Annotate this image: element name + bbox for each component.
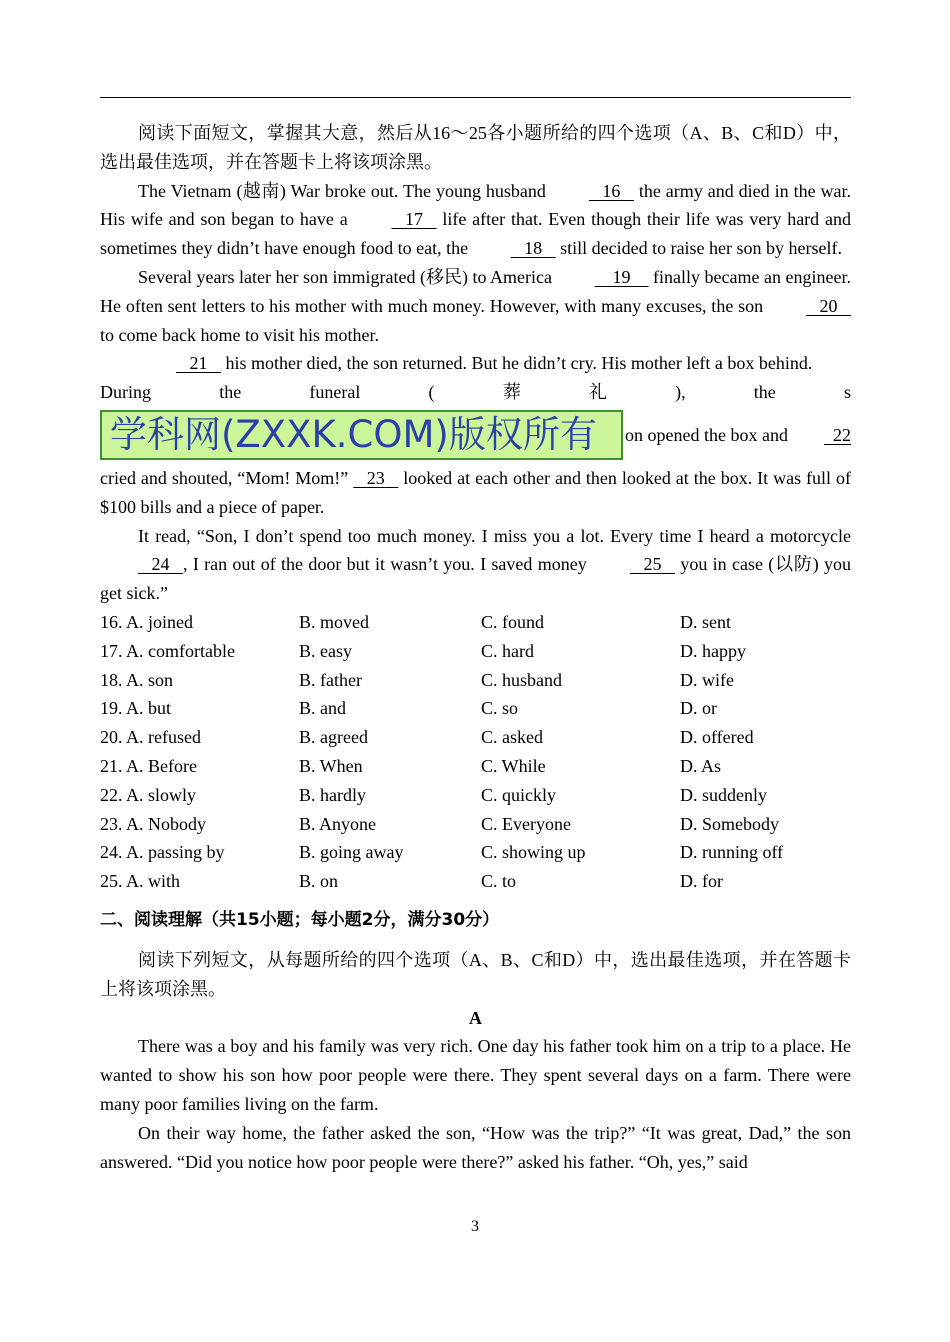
option-c: C. hard: [481, 640, 534, 661]
option-b: B. and: [299, 698, 346, 719]
reading-instructions: 阅读下列短文，从每题所给的四个选项（A、B、C和D）中，选出最佳选项，并在答题卡上将该项涂黑。: [100, 949, 851, 999]
text: , I ran out of the door but it wasn’t you. I saved money: [183, 554, 593, 575]
answer-options: [100, 608, 851, 896]
blank-21: 21: [189, 353, 208, 374]
option-d: D. As: [680, 755, 722, 776]
cloze-paragraph-1: [100, 177, 851, 263]
option-d: D. sent: [680, 611, 731, 632]
option-a: 23. A. Nobody: [100, 813, 207, 834]
text: It read, “Son, I don’t spend too much money. I miss you a lot. Every time I heard a motorcycle: [138, 525, 851, 546]
watermark-line-tail: [625, 421, 851, 450]
option-c: C. to: [481, 871, 517, 892]
blank-17: 17: [405, 209, 424, 230]
option-d: D. for: [680, 871, 723, 892]
option-row-17: [100, 637, 851, 666]
cloze-paragraph-3-spread-line: [100, 378, 851, 407]
page-number: 3: [471, 1218, 479, 1235]
watermark-banner: 学科网(ZXXK.COM)版权所有: [100, 410, 623, 460]
reading-paragraph-2: On their way home, the father asked the son, “How was the trip?” “It was great, Dad,” the son answered. “Did you notice how poor people were there?” asked his father. “Oh, yes,” said: [100, 1122, 851, 1172]
option-c: C. found: [481, 611, 544, 632]
option-row-24: [100, 838, 851, 867]
page-content: [100, 119, 851, 1176]
word: During: [100, 382, 151, 403]
word: the: [219, 382, 242, 403]
text: Several years later her son immigrated (移民) to America: [138, 266, 557, 287]
text: looked at each other and then looked at the box. It was full of $100 bills and a piece of paper.: [100, 467, 851, 517]
word: (: [428, 382, 435, 403]
option-row-22: [100, 781, 851, 810]
cloze-paragraph-4: [100, 522, 851, 608]
option-a: 25. A. with: [100, 871, 181, 892]
word: funeral: [309, 382, 361, 403]
option-a: 21. A. Before: [100, 755, 197, 776]
header-rule: [100, 97, 851, 98]
option-d: D. or: [680, 698, 717, 719]
option-d: D. running off: [680, 842, 784, 863]
word: ),: [675, 382, 686, 403]
watermark-line: [100, 407, 851, 464]
passage-label: A: [469, 1007, 482, 1028]
word: 葬: [502, 382, 521, 403]
cloze-instructions: 阅读下面短文，掌握其大意，然后从16～25各小题所给的四个选项（A、B、C和D）中，选出最佳选项，并在答题卡上将该项涂黑。: [100, 123, 851, 172]
option-row-20: [100, 723, 851, 752]
text: The Vietnam (越南) War broke out. The young husband: [138, 180, 551, 201]
section-title: 二、阅读理解（共15小题；每小题2分，满分30分）: [100, 909, 500, 930]
blank-25: 25: [643, 554, 662, 575]
option-a: 17. A. comfortable: [100, 640, 235, 661]
text: the army and died in the war. His wife and son began to have a: [100, 180, 852, 230]
text: to come back home to visit his mother.: [100, 324, 379, 345]
option-b: B. on: [299, 871, 339, 892]
option-a: 16. A. joined: [100, 611, 193, 632]
option-b: B. easy: [299, 640, 352, 661]
option-row-18: [100, 666, 851, 695]
text: cried and shouted, “Mom! Mom!”: [100, 467, 354, 488]
option-c: C. husband: [481, 669, 562, 690]
option-b: B. moved: [299, 611, 369, 632]
option-d: D. suddenly: [680, 784, 767, 805]
option-row-21: [100, 752, 851, 781]
text: life after that. Even though their life was very hard and sometimes they didn’t have enough food to eat, the: [100, 209, 851, 259]
option-a: 22. A. slowly: [100, 784, 197, 805]
option-c: C. Everyone: [481, 813, 571, 834]
option-a: 20. A. refused: [100, 727, 201, 748]
option-row-23: [100, 810, 851, 839]
option-d: D. wife: [680, 669, 734, 690]
blank-20: 20: [819, 295, 838, 316]
option-row-19: [100, 694, 851, 723]
option-row-25: [100, 867, 851, 896]
option-c: C. showing up: [481, 842, 586, 863]
option-c: C. While: [481, 755, 546, 776]
option-b: B. When: [299, 755, 363, 776]
word: s: [843, 382, 851, 403]
text: you in case (以防) you get sick.”: [100, 554, 852, 604]
option-b: B. hardly: [299, 784, 366, 805]
blank-18: 18: [524, 238, 543, 259]
text: his mother died, the son returned. But he didn’t cry. His mother left a box behind.: [221, 353, 813, 374]
cloze-paragraph-3-cont: [100, 464, 851, 522]
cloze-paragraph-2: [100, 263, 851, 349]
option-c: C. quickly: [481, 784, 556, 805]
blank-24: 24: [151, 554, 170, 575]
option-d: D. happy: [680, 640, 746, 661]
option-c: C. asked: [481, 727, 543, 748]
word: 礼: [588, 382, 607, 403]
option-b: B. agreed: [299, 727, 368, 748]
cloze-paragraph-3: [100, 349, 851, 378]
word: the: [753, 382, 776, 403]
option-row-16: [100, 608, 851, 637]
text: still decided to raise her son by herself.: [555, 238, 843, 259]
option-a: 18. A. son: [100, 669, 174, 690]
option-b: B. going away: [299, 842, 404, 863]
option-a: 24. A. passing by: [100, 842, 225, 863]
text: finally became an engineer. He often sent letters to his mother with much money. However, with many excuses, the son: [100, 266, 851, 316]
blank-19: 19: [612, 266, 631, 287]
blank-16: 16: [602, 180, 621, 201]
option-d: D. Somebody: [680, 813, 779, 834]
option-c: C. so: [481, 698, 519, 719]
blank-22: 22: [833, 425, 851, 446]
option-b: B. Anyone: [299, 813, 377, 834]
option-a: 19. A. but: [100, 698, 172, 719]
reading-paragraph-1: There was a boy and his family was very rich. One day his father took him on a trip to a place. He wanted to show his son how poor people were there. They spent several days on a farm. There were many poor families living on the farm.: [100, 1036, 851, 1114]
blank-23: 23: [366, 467, 385, 488]
text: on opened the box and: [625, 425, 793, 446]
option-d: D. offered: [680, 727, 754, 748]
option-b: B. father: [299, 669, 362, 690]
